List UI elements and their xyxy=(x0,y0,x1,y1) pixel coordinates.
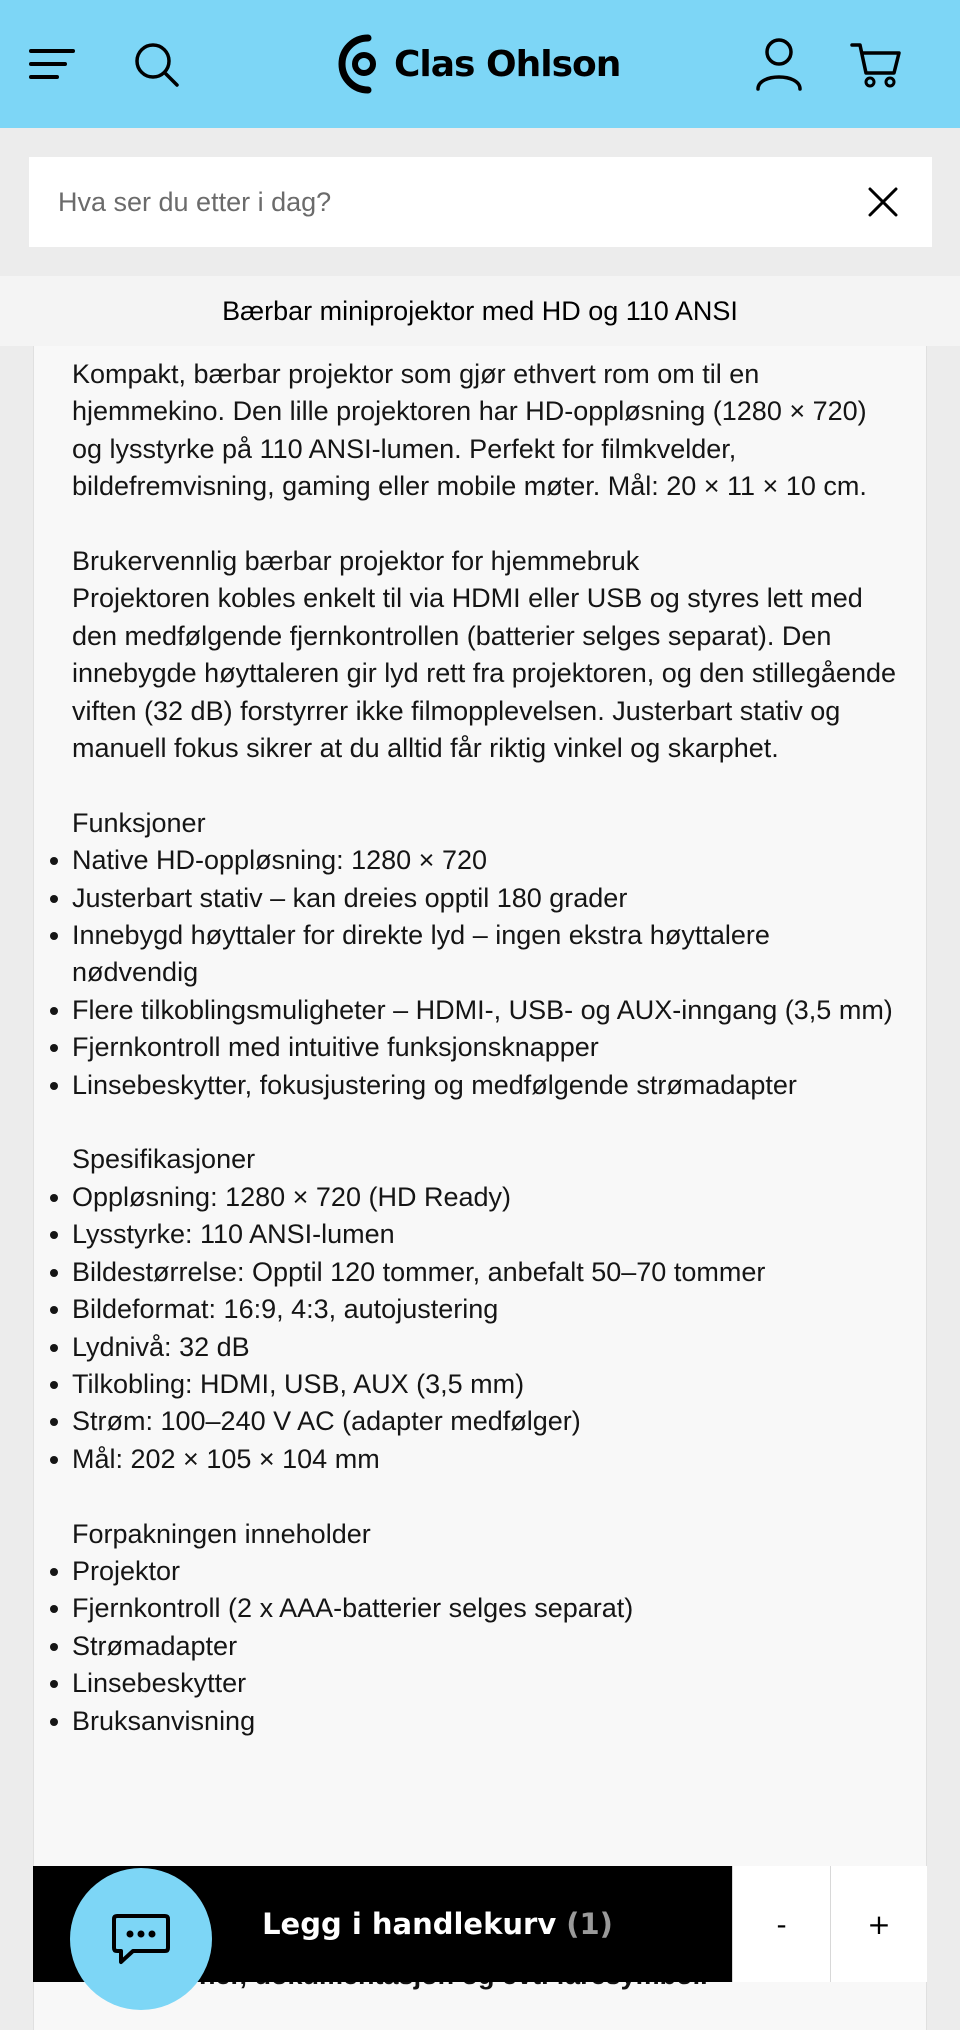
product-title: Bærbar miniprojektor med HD og 110 ANSI xyxy=(222,295,738,326)
chat-bubble-icon xyxy=(111,1912,171,1966)
list-item: Flere tilkoblingsmuligheter – HDMI-, USB- og AUX-inngang (3,5 mm) xyxy=(72,992,902,1029)
list-item: Innebygd høyttaler for direkte lyd – ingen ekstra høyttalere nødvendig xyxy=(72,917,902,992)
specs-heading: Spesifikasjoner xyxy=(72,1144,256,1175)
search-box xyxy=(29,157,932,247)
list-item: Bruksanvisning xyxy=(72,1703,902,1740)
product-description xyxy=(72,356,902,1740)
list-item: Native HD-oppløsning: 1280 × 720 xyxy=(72,842,902,879)
search-button[interactable] xyxy=(132,40,182,90)
top-bar xyxy=(0,0,960,128)
cart-button[interactable] xyxy=(848,38,904,92)
list-item: Projektor xyxy=(72,1553,902,1590)
hamburger-menu-icon xyxy=(29,47,75,81)
clas-ohlson-logo-icon xyxy=(338,34,386,94)
search-icon xyxy=(134,42,180,88)
list-item: Linsebeskytter, fokusjustering og medfølgende strømadapter xyxy=(72,1067,902,1104)
list-item: Bildestørrelse: Opptil 120 tommer, anbefalt 50–70 tommer xyxy=(72,1254,902,1291)
list-item: Mål: 202 × 105 × 104 mm xyxy=(72,1441,902,1478)
add-to-cart-label: Legg i handlekurv xyxy=(262,1907,557,1941)
brand-logo[interactable] xyxy=(338,32,620,96)
search-area xyxy=(0,128,960,276)
increase-quantity-button[interactable]: + xyxy=(830,1866,927,1982)
search-input[interactable] xyxy=(29,172,849,232)
product-title-bar xyxy=(0,276,960,346)
list-item: Bildeformat: 16:9, 4:3, autojustering xyxy=(72,1291,902,1328)
features-list xyxy=(72,842,902,1104)
clear-search-button[interactable] xyxy=(860,179,906,225)
usage-heading: Brukervennlig bærbar projektor for hjemmebruk xyxy=(72,546,640,577)
features-heading: Funksjoner xyxy=(72,807,206,838)
intro-text: Kompakt, bærbar projektor som gjør ethvert rom om til en hjemmekino. Den lille projektoren har HD-oppløsning (1280 × 720) og lysstyrke på 110 ANSI-lumen. Perfekt for filmkvelder, bildefremvisning, gaming eller mobile møter. Mål: 20 × 11 × 10 cm. xyxy=(72,359,867,502)
list-item: Fjernkontroll (2 x AAA-batterier selges separat) xyxy=(72,1590,902,1627)
close-icon xyxy=(868,187,898,217)
cart-quantity-count: (1) xyxy=(566,1907,613,1941)
user-icon xyxy=(755,37,803,91)
list-item: Tilkobling: HDMI, USB, AUX (3,5 mm) xyxy=(72,1366,902,1403)
list-item: Lydnivå: 32 dB xyxy=(72,1329,902,1366)
cart-icon xyxy=(850,41,902,89)
list-item: Linsebeskytter xyxy=(72,1665,902,1702)
usage-text: Projektoren kobles enkelt til via HDMI eller USB og styres lett med den medfølgende fjernkontrollen (batterier selges separat). Den innebygde høyttaleren gir lyd rett fra projektoren, og den stillegående viften (32 dB) forstyrrer ikke filmopplevelsen. Justerbart stativ og manuell fokus sikrer at du alltid får riktig vinkel og skarphet. xyxy=(72,583,897,764)
menu-button[interactable] xyxy=(28,44,76,84)
specs-list xyxy=(72,1179,902,1478)
account-button[interactable] xyxy=(752,34,806,94)
decrease-quantity-button[interactable]: - xyxy=(732,1866,830,1982)
list-item: Strøm: 100–240 V AC (adapter medfølger) xyxy=(72,1403,902,1440)
list-item: Oppløsning: 1280 × 720 (HD Ready) xyxy=(72,1179,902,1216)
list-item: Lysstyrke: 110 ANSI-lumen xyxy=(72,1216,902,1253)
brand-name: Clas Ohlson xyxy=(394,43,621,85)
list-item: Strømadapter xyxy=(72,1628,902,1665)
list-item: Fjernkontroll med intuitive funksjonsknapper xyxy=(72,1029,902,1066)
package-list xyxy=(72,1553,902,1740)
list-item: Justerbart stativ – kan dreies opptil 180 grader xyxy=(72,880,902,917)
package-heading: Forpakningen inneholder xyxy=(72,1518,371,1549)
chat-button[interactable] xyxy=(70,1868,212,2010)
